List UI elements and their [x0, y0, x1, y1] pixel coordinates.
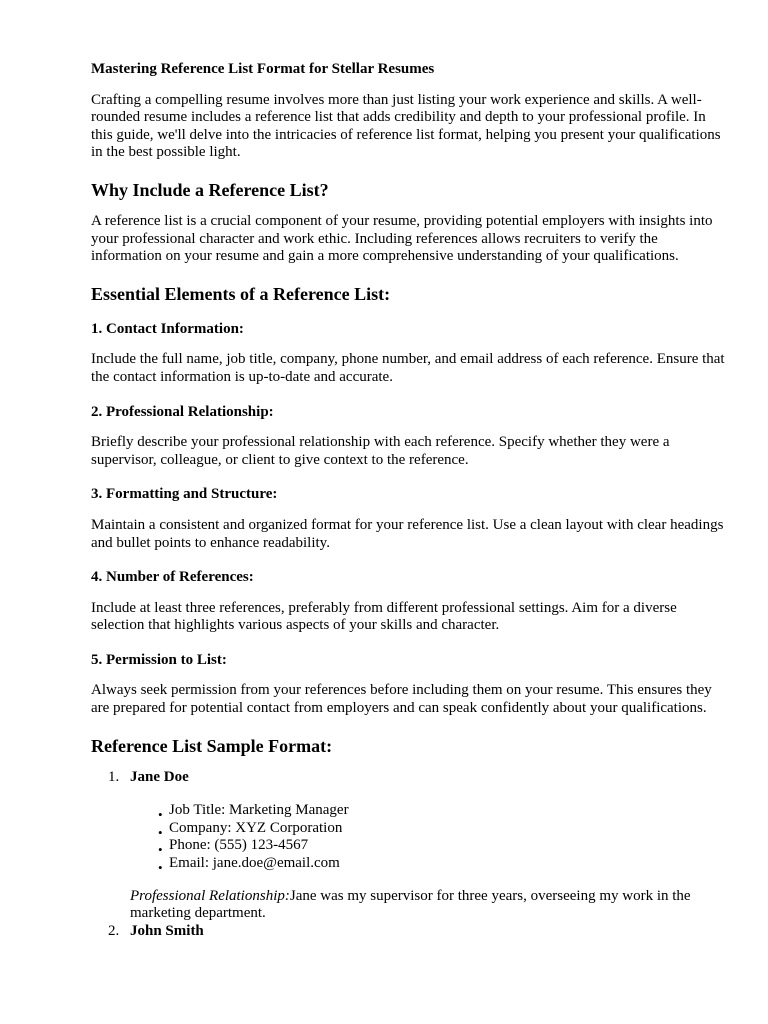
- reference-detail-email: [130, 855, 728, 876]
- bullet-icon: •: [158, 807, 163, 823]
- element-text-permission: Always seek permission from your references before including them on your resume. This ensures they are prepared for potential contact from employers and can speak confidently about your qualifications.: [91, 682, 712, 717]
- reference-number: 2.: [108, 922, 120, 939]
- relationship-label: Professional Relationship:: [130, 887, 290, 904]
- element-text-contact: Include the full name, job title, company, phone number, and email address of each reference. Ensure that the contact information is up-to-date and accurate.: [91, 351, 725, 385]
- bullet-icon: •: [158, 860, 163, 876]
- detail-text: Phone: (555) 123-4567: [169, 837, 309, 854]
- section-heading-sample: Reference List Sample Format:: [91, 735, 333, 756]
- reference-detail-company: [130, 820, 728, 838]
- reference-details: [130, 802, 728, 876]
- reference-name: John Smith: [130, 922, 204, 939]
- reference-relationship: [130, 888, 728, 923]
- reference-item: [91, 769, 728, 923]
- intro-paragraph: Crafting a compelling resume involves more than just listing your work experience and skills. A well-rounded resume includes a reference list that adds credibility and depth to your professional profile. In this guide, we'll delve into the intricacies of reference list format, helping you present your qualifications in the best possible light.: [91, 91, 721, 161]
- section-heading-elements: Essential Elements of a Reference List:: [91, 283, 391, 304]
- detail-text: Company: XYZ Corporation: [169, 819, 343, 836]
- reference-name: Jane Doe: [130, 768, 189, 785]
- reference-number: 1.: [108, 768, 120, 785]
- bullet-icon: •: [158, 824, 163, 840]
- section-heading-why: Why Include a Reference List?: [91, 179, 329, 200]
- element-heading-permission: 5. Permission to List:: [91, 651, 227, 668]
- detail-text: Job Title: Marketing Manager: [169, 802, 349, 819]
- reference-detail-phone: [130, 837, 728, 858]
- document-title: Mastering Reference List Format for Stellar Resumes: [91, 61, 435, 77]
- element-heading-formatting: 3. Formatting and Structure:: [91, 486, 278, 503]
- element-heading-number: 4. Number of References:: [91, 569, 254, 586]
- element-text-relationship: Briefly describe your professional relationship with each reference. Specify whether they were a supervisor, colleague, or client to give context to the reference.: [91, 434, 670, 468]
- element-heading-contact: 1. Contact Information:: [91, 320, 244, 337]
- element-heading-relationship: 2. Professional Relationship:: [91, 403, 274, 420]
- detail-text: Email: jane.doe@email.com: [169, 855, 340, 872]
- why-paragraph: A reference list is a crucial component of your resume, providing potential employers with insights into your professional character and work ethic. Including references allows recruiters to verify the information on your resume and gain a more comprehensive understanding of your qualifications.: [91, 212, 713, 265]
- relationship-text: Jane was my supervisor for three years, overseeing my work in the marketing department.: [130, 887, 691, 922]
- bullet-icon: •: [158, 842, 163, 858]
- reference-item: [91, 923, 728, 941]
- element-text-number: Include at least three references, preferably from different professional settings. Aim for a diverse selection that highlights various aspects of your skills and character.: [91, 599, 677, 634]
- reference-detail-job-title: [130, 802, 728, 823]
- reference-list: [91, 769, 728, 941]
- element-text-formatting: Maintain a consistent and organized format for your reference list. Use a clean layout with clear headings and bullet points to enhance readability.: [91, 516, 724, 551]
